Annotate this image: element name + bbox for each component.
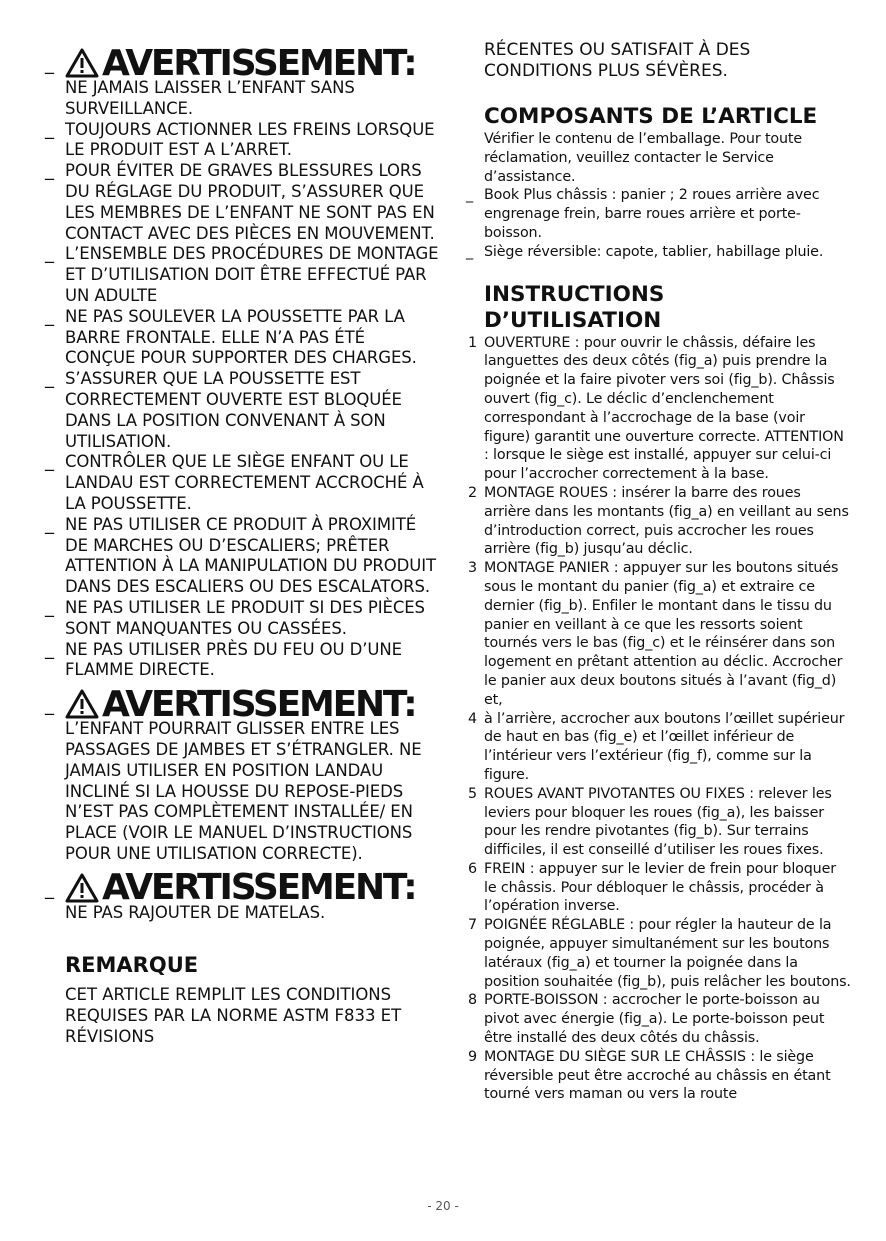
warning-text-3	[45, 903, 440, 924]
step-number: 7	[468, 917, 477, 934]
instruction-step	[466, 860, 851, 916]
list-item-text: Siège réversible: capote, tablier, habillage pluie.	[484, 243, 824, 260]
list-item-text: NE PAS UTILISER LE PRODUIT SI DES PIÈCES SONT MANQUANTES OU CASSÉES.	[65, 597, 425, 638]
warning-title: AVERTISSEMENT:	[102, 42, 416, 84]
warning-list-1	[45, 78, 440, 681]
step-text: FREIN : appuyer sur le levier de frein pour bloquer le châssis. Pour débloquer le châssis, procéder à l’opération inverse.	[484, 860, 836, 915]
dash-marker: _	[45, 513, 54, 535]
list-item	[45, 244, 440, 306]
list-item	[45, 598, 440, 640]
page-number: - 20 -	[427, 1199, 459, 1213]
list-item-text: TOUJOURS ACTIONNER LES FREINS LORSQUE LE PRODUIT EST A L’ARRET.	[65, 119, 435, 160]
dash-marker: _	[45, 368, 54, 390]
step-text: OUVERTURE : pour ouvrir le châssis, défaire les languettes des deux côtés (fig_a) puis prendre la poignée et la faire pivoter vers soi (fig_b). Châssis ouvert (fig_c). Le déclic d’enclenchement correspondant à l’accrochage de la base (voir figure) garantit une ouverture correcte. ATTENTION : lorsque le siège est installé, appuyer sur celui-ci pour l’accrocher correctement à la base.	[484, 334, 844, 483]
list-item	[45, 640, 440, 682]
warning-triangle-icon	[65, 689, 99, 719]
step-text: MONTAGE ROUES : insérer la barre des roues arrière dans les montants (fig_a) en veillant au sens d’introduction correct, puis accrocher les roues arrière (fig_b) jusqu’au déclic.	[484, 484, 849, 558]
instruction-step	[466, 334, 851, 484]
dash-marker: _	[45, 878, 54, 900]
instructions-heading-line-2: D’UTILISATION	[484, 307, 662, 333]
right-column	[466, 0, 851, 1104]
dash-marker: _	[45, 118, 54, 140]
step-number: 9	[468, 1048, 477, 1065]
instruction-step	[466, 710, 851, 785]
list-item	[466, 186, 851, 242]
dash-marker: _	[45, 305, 54, 327]
list-item-text: NE PAS UTILISER PRÈS DU FEU OU D’UNE FLAMME DIRECTE.	[65, 639, 402, 680]
step-number: 5	[468, 785, 477, 802]
warning-text-2	[45, 719, 440, 865]
instructions-list	[466, 334, 851, 1105]
dash-marker: _	[45, 243, 54, 265]
list-item	[45, 307, 440, 369]
instruction-step	[466, 991, 851, 1047]
dash-marker: _	[45, 695, 54, 717]
step-number: 2	[468, 484, 477, 501]
dash-marker: _	[45, 596, 54, 618]
step-number: 3	[468, 560, 477, 577]
instruction-step	[466, 484, 851, 559]
list-item-text: POUR ÉVITER DE GRAVES BLESSURES LORS DU RÉGLAGE DU PRODUIT, S’ASSURER QUE LES MEMBRES DE L’ENFANT NE SONT PAS EN CONTACT AVEC DES PIÈCES EN MOUVEMENT.	[65, 161, 435, 243]
step-text: MONTAGE PANIER : appuyer sur les boutons situés sous le montant du panier (fig_a) et extraire ce dernier (fig_b). Enfiler le montant dans le tissu du panier en veillant à ce que les ressorts soient tournés vers le bas (fig_c) et le réinsérer dans son logement en prêtant attention au déclic. Accrocher le panier aux deux boutons situés à l’avant (fig_d) et,	[484, 560, 843, 708]
step-number: 1	[468, 334, 477, 351]
instruction-step	[466, 1048, 851, 1104]
dash-marker: _	[45, 638, 54, 660]
list-item-text: CONTRÔLER QUE LE SIÈGE ENFANT OU LE LANDAU EST CORRECTEMENT ACCROCHÉ À LA POUSSETTE.	[65, 452, 424, 513]
dash-marker: _	[466, 187, 473, 204]
instructions-heading	[466, 282, 851, 334]
list-item	[45, 515, 440, 598]
step-text: ROUES AVANT PIVOTANTES OU FIXES : relever les leviers pour bloquer les roues (fig_a), les baisser pour les rendre pivotantes (fig_b). Sur terrains difficiles, il est conseillé d’utiliser les roues fixes.	[484, 785, 832, 859]
step-text: MONTAGE DU SIÈGE SUR LE CHÂSSIS : le siège réversible peut être accroché au châssis en étant tourné vers maman ou vers la route	[484, 1048, 831, 1103]
list-item	[45, 452, 440, 514]
dash-marker: _	[466, 243, 473, 260]
step-number: 4	[468, 710, 477, 727]
list-item-text: NE PAS RAJOUTER DE MATELAS.	[65, 902, 326, 922]
list-item-text: L’ENSEMBLE DES PROCÉDURES DE MONTAGE ET D’UTILISATION DOIT ÊTRE EFFECTUÉ PAR UN ADULTE	[65, 244, 439, 305]
components-heading: COMPOSANTS DE L’ARTICLE	[484, 104, 818, 129]
list-item-text: NE PAS SOULEVER LA POUSSETTE PAR LA BARRE FRONTALE. ELLE N’A PAS ÉTÉ CONÇUE POUR SUPPORTER DES CHARGES.	[65, 306, 417, 368]
components-intro: Vérifier le contenu de l’emballage. Pour toute réclamation, veuillez contacter le Service d’assistance.	[484, 131, 803, 185]
left-column	[45, 0, 440, 1048]
step-text: à l’arrière, accrocher aux boutons l’œillet supérieur de haut en bas (fig_e) et l’œillet inférieur de l’intérieur vers l’extérieur (fig_f), comme sur la figure.	[484, 710, 845, 783]
step-text: POIGNÉE RÉGLABLE : pour régler la hauteur de la poignée, appuyer simultanément sur les boutons latéraux (fig_a) et tourner la poignée dans la position souhaitée (fig_b), puis relâcher les boutons.	[484, 917, 851, 990]
instructions-heading-line-1: INSTRUCTIONS	[484, 281, 665, 307]
list-item	[45, 369, 440, 452]
instruction-step	[466, 785, 851, 860]
step-number: 8	[468, 992, 477, 1009]
list-item-text: S’ASSURER QUE LA POUSSETTE EST CORRECTEMENT OUVERTE EST BLOQUÉE DANS LA POSITION CONVENANT À SON UTILISATION.	[65, 369, 402, 451]
list-item	[45, 120, 440, 162]
remarque-heading: REMARQUE	[65, 953, 199, 978]
dash-marker: _	[45, 451, 54, 473]
dash-marker: _	[45, 160, 54, 182]
list-item-text: NE JAMAIS LAISSER L’ENFANT SANS SURVEILLANCE.	[65, 78, 355, 118]
instruction-step	[466, 559, 851, 709]
remarque-text: CET ARTICLE REMPLIT LES CONDITIONS REQUISES PAR LA NORME ASTM F833 ET RÉVISIONS	[65, 985, 402, 1047]
list-item-text: Book Plus châssis : panier ; 2 roues arrière avec engrenage frein, barre roues arrière et porte-boisson.	[484, 187, 820, 241]
step-text: PORTE-BOISSON : accrocher le porte-boisson au pivot avec énergie (fig_a). Le porte-boisson peut être installé des deux côtés du châssis.	[484, 992, 825, 1047]
list-item	[45, 78, 440, 120]
warning-title: AVERTISSEMENT:	[102, 683, 416, 725]
warning-triangle-icon	[65, 48, 99, 78]
step-number: 6	[468, 860, 477, 877]
warning-title: AVERTISSEMENT:	[102, 867, 416, 909]
instruction-step	[466, 916, 851, 991]
list-item-text: L’ENFANT POURRAIT GLISSER ENTRE LES PASSAGES DE JAMBES ET S’ÉTRANGLER. NE JAMAIS UTILISER EN POSITION LANDAU INCLINÉ SI LA HOUSSE DU REPOSE-PIEDS N’EST PAS COMPLÈTEMENT INSTALLÉE/ EN PLACE (VOIR LE MANUEL D’INSTRUCTIONS POUR UNE UTILISATION CORRECTE).	[65, 719, 422, 863]
warning-triangle-icon	[65, 873, 99, 903]
list-item	[45, 161, 440, 244]
list-item	[466, 243, 851, 262]
list-item-text: NE PAS UTILISER CE PRODUIT À PROXIMITÉ DE MARCHES OU D’ESCALIERS; PRÊTER ATTENTION À LA MANIPULATION DU PRODUIT DANS DES ESCALIERS OU DES ESCALATORS.	[65, 514, 437, 597]
continuation-text: RÉCENTES OU SATISFAIT À DES CONDITIONS PLUS SÉVÈRES.	[484, 40, 751, 81]
dash-marker: _	[45, 54, 54, 75]
